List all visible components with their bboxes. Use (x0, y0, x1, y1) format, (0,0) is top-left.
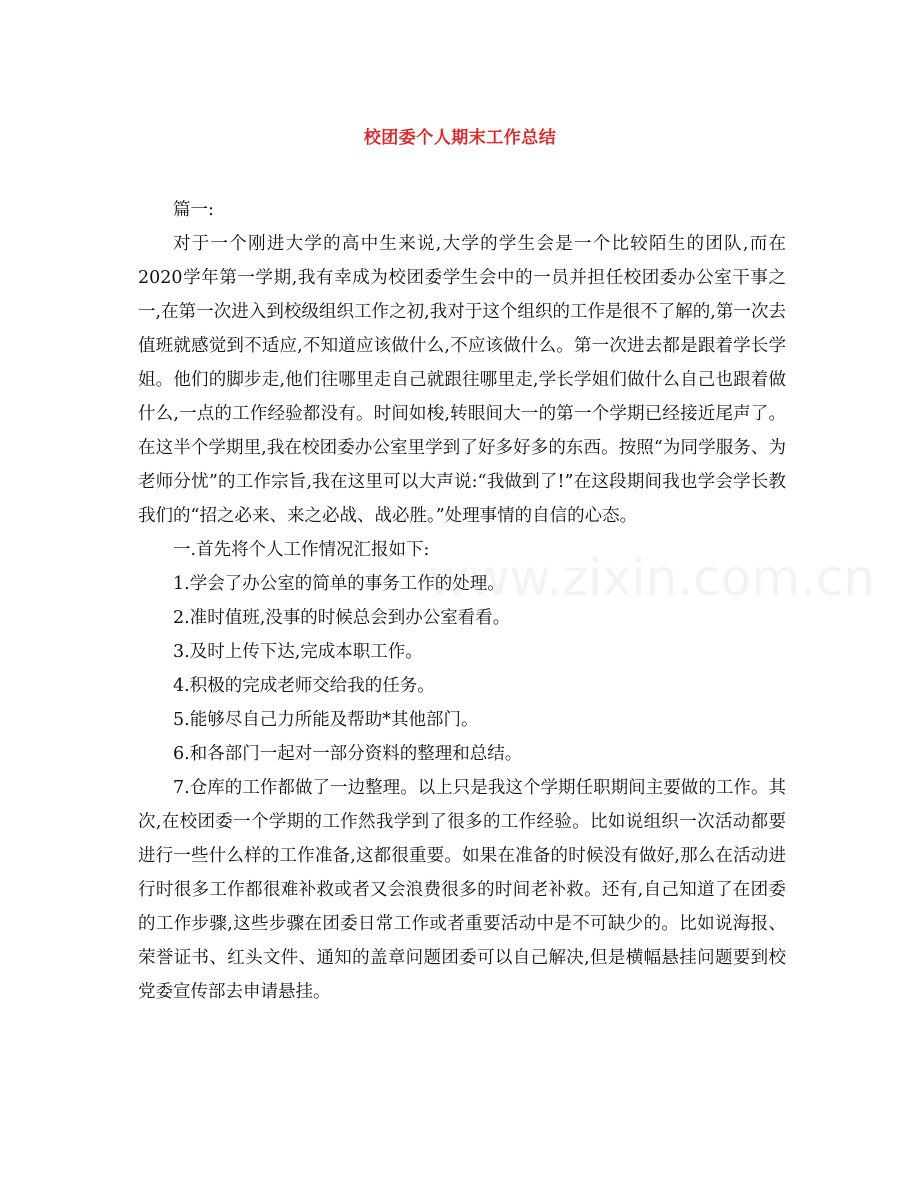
list-item: 6.和各部门一起对一部分资料的整理和总结。 (173, 744, 523, 764)
watermark: www.zixin.com.cn (428, 549, 876, 607)
list-item: 1.学会了办公室的简单的事务工作的处理。 (173, 574, 505, 594)
summary-paragraph: 7.仓库的工作都做了一边整理。以上只是我这个学期任职期间主要做的工作。其次,在校团委一个学期的工作然我学到了很多的工作经验。比如说组织一次活动都要进行一些什么样的工作准备,这都很重要。如果在准备的时候没有做好,那么在活动进行时很多工作都很难补救或者又会浪费很多的时间老补救。还有,自己知道了在团委的工作步骤,这些步骤在团委日常工作或者重要活动中是不可缺少的。比如说海报、荣誉证书、红头文件、通知的盖章问题团委可以自己解决,但是横幅悬挂问题要到校党委宣传部去申请悬挂。 (138, 778, 786, 1002)
document-title: 校团委个人期末工作总结 (363, 128, 557, 148)
document-body (138, 193, 876, 1009)
section-heading: 篇一: (173, 200, 214, 220)
list-item: 3.及时上传下达,完成本职工作。 (173, 642, 423, 662)
list-item: 4.积极的完成老师交给我的任务。 (173, 676, 435, 696)
list-item: 2.准时值班,没事的时候总会到办公室看看。 (173, 608, 511, 628)
list-item: 5.能够尽自己力所能及帮助*其他部门。 (173, 710, 479, 730)
intro-paragraph: 对于一个刚进大学的高中生来说,大学的学生会是一个比较陌生的团队,而在2020学年第一学期,我有幸成为校团委学生会中的一员并担任校团委办公室干事之一,在第一次进入到校级组织工作之初,我对于这个组织的工作是很不了解的,第一次去值班就感觉到不适应,不知道应该做什么,不应该做什么。第一次进去都是跟着学长学姐。他们的脚步走,他们往哪里走自己就跟往哪里走,学长学姐们做什么自己也跟着做什么,一点的工作经验都没有。时间如梭,转眼间大一的第一个学期已经接近尾声了。在这半个学期里,我在校团委办公室里学到了好多好多的东西。按照“为同学服务、为老师分忧”的工作宗旨,我在这里可以大声说:“我做到了!”在这段期间我也学会学长教我们的“招之必来、来之必战、战必胜。”处理事情的自信的心态。 (138, 234, 786, 526)
report-heading: 一.首先将个人工作情况汇报如下: (173, 540, 430, 560)
